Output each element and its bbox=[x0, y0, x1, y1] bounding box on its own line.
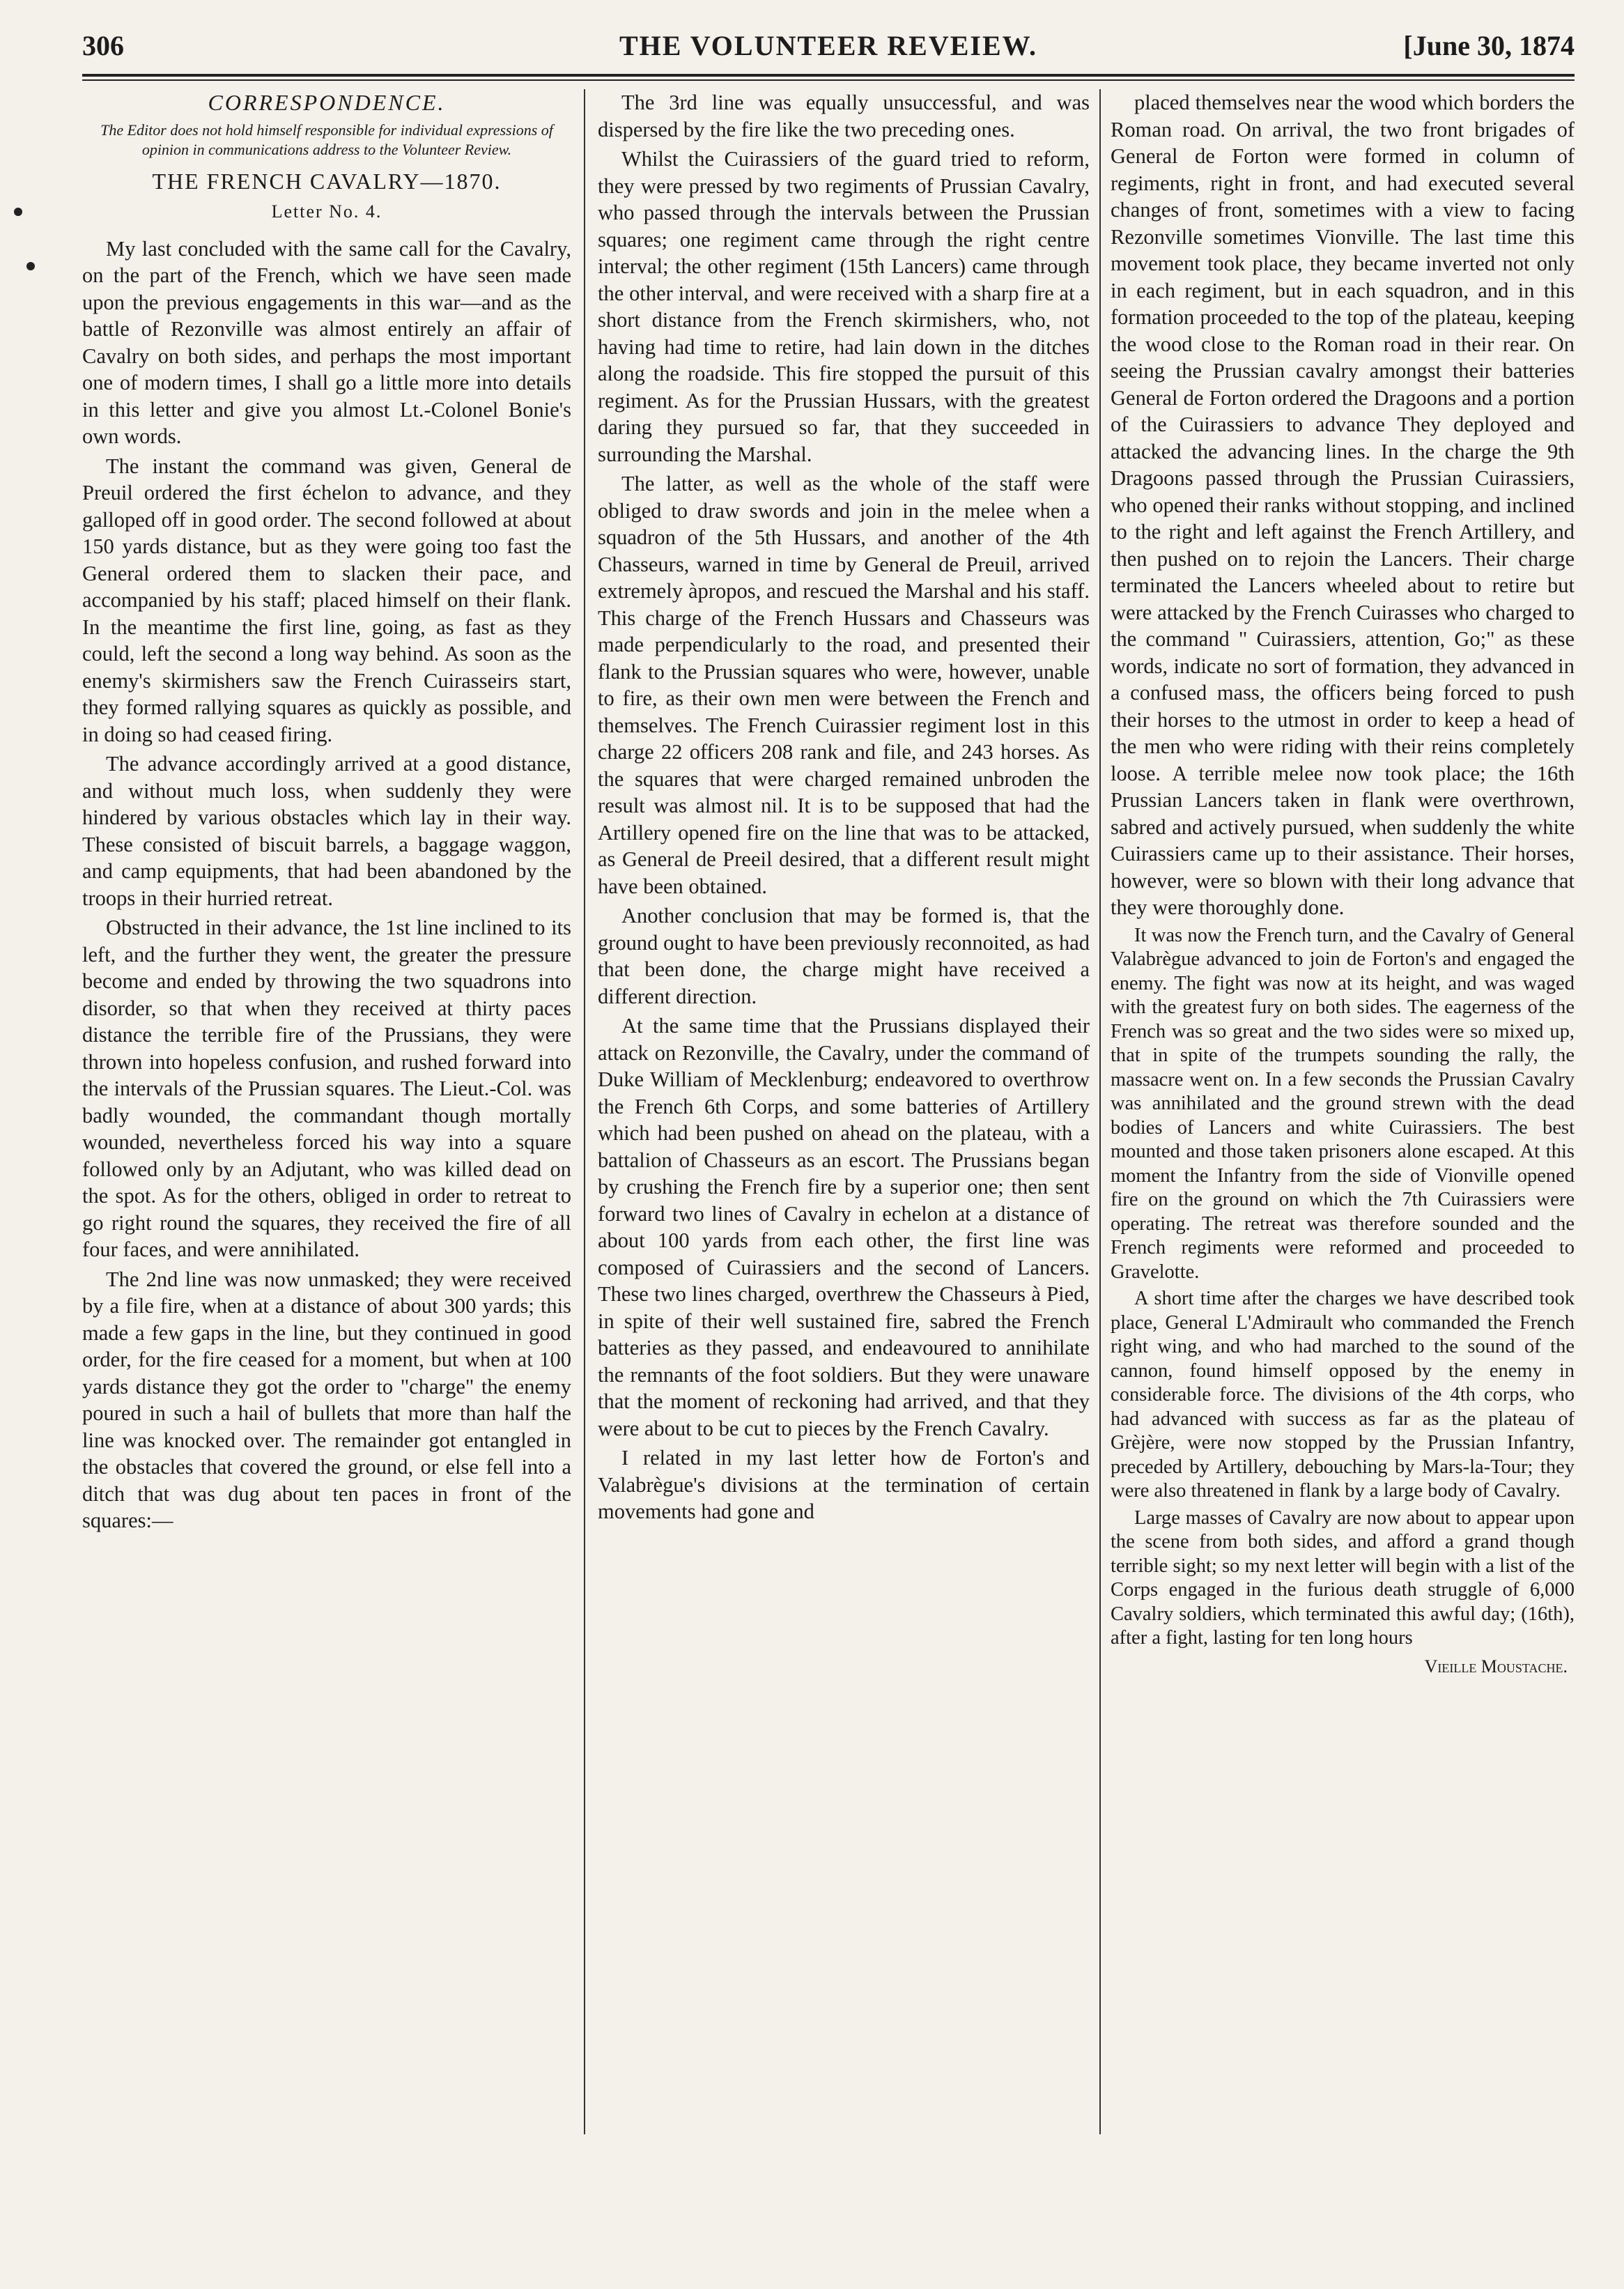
column-3 bbox=[1111, 89, 1575, 2263]
margin-dot bbox=[26, 262, 35, 270]
paragraph: Whilst the Cuirassiers of the guard tried to reform, they were pressed by two regiments of Prussian Cavalry, who passed through the intervals between the Prussian squares; one regiment came through the right centre interval; the other regiment (15th Lancers) came through the other interval, and were received with a sharp fire at a short distance from the French skirmishers, who, not having had time to retire, had lain down in the ditches along the roadside. This fire stopped the pursuit of this regiment. As for the Prussian Hussars, with the greatest daring they pursued so far, that they succeeded in surrounding the Marshal. bbox=[598, 147, 1090, 466]
paragraph: I related in my last letter how de Forton's and Valabrègue's divisions at the termination of certain movements had gone and bbox=[598, 1446, 1090, 1523]
paragraph: At the same time that the Prussians displayed their attack on Rezonville, the Cavalry, under the command of Duke William of Mecklenburg; endeavored to overthrow the French 6th Corps, and some batteries of Artillery which had been pushed on ahead on the plateau, with a battalion of Chasseurs as an escort. The Prussians began by crushing the French fire by a superior one; then sent forward two lines of Cavalry in echelon at a distance of about 100 yards from each other, the first line was composed of Cuirassiers and the second of Lancers. These two lines charged, overthrew the Chasseurs à Pied, in spite of their well sustained fire, sabred the French batteries as they passed, and endeavoured to annihilate the remnants of the foot soldiers. But they were unaware that the moment of reckoning had arrived, and that they were about to be cut to pieces by the French Cavalry. bbox=[598, 1014, 1090, 1440]
column-1 bbox=[82, 89, 571, 2263]
paragraph: The advance accordingly arrived at a good distance, and without much loss, when suddenly they were hindered by various obstacles which lay in their way. These consisted of biscuit barrels, a baggage waggon, and camp equipments, that had been abandoned by the troops in their hurried retreat. bbox=[82, 752, 571, 910]
paragraph: My last concluded with the same call for the Cavalry, on the part of the French, which we have seen made upon the previous engagements in this war—and as the battle of Rezonville was almost entirely an affair of Cavalry on both sides, and perhaps the most important one of modern times, I shall go a little more into details in this letter and give you almost Lt.-Colonel Bonie's own words. bbox=[82, 236, 571, 448]
column-2 bbox=[598, 89, 1090, 2263]
paragraph: The latter, as well as the whole of the staff were obliged to draw swords and join in the melee when a squadron of the 5th Hussars, and another of the 4th Chasseurs, warned in time by General de Preuil, arrived extremely àpropos, and rescued the Marshal and his staff. This charge of the French Hussars and Chasseurs was made perpendicularly to the road, and presented their flank to the Prussian squares who were, however, unable to fire, as their own men were between the French and themselves. The French Cuirassier regiment lost in this charge 22 officers 208 rank and file, and 243 horses. As the squares that were charged remained unbroden the result was almost nil. It is to be supposed that had the Artillery opened fire on the line that was to be attacked, as General de Preeil desired, that a different result might have been obtained. bbox=[598, 472, 1090, 898]
page-number: 306 bbox=[82, 30, 124, 61]
paragraph: A short time after the charges we have described took place, General L'Admirault who commanded the French right wing, and who had marched to the sound of the cannon, found himself opposed by the enemy in considerable force. The divisions of the 4th corps, who had advanced with success as far as the plateau of Grèjère, were now stopped by the Prussian Infantry, preceded by Artillery, debouching by Mars-la-Tour; they were also threatened in flank by a large body of Cavalry. bbox=[1111, 1288, 1575, 1502]
column-divider bbox=[1099, 89, 1101, 2134]
issue-date: [June 30, 1874 bbox=[1403, 30, 1575, 61]
paragraph: Obstructed in their advance, the 1st line inclined to its left, and the further they went, the greater the pressure become and ended by throwing the two squadrons into disorder, so that when they received at thirty paces distance the terrible fire of the Prussians, they were thrown into hopeless confusion, and rushed forward into the intervals of the Prussian squares. The Lieut.-Col. was badly wounded, the commandant though mortally wounded, nevertheless forced his way into a square followed only by an Adjutant, who was killed dead on the spot. As for the others, obliged in order to retreat to go right round the squares, they received the fire of all four faces, and were annihilated. bbox=[82, 916, 571, 1261]
letter-number: Letter No. 4. bbox=[271, 201, 382, 222]
publication-title: THE VOLUNTEER REVEIEW. bbox=[619, 30, 1038, 61]
author-signature: Vieille Moustache. bbox=[1424, 1656, 1568, 1677]
paragraph: placed themselves near the wood which borders the Roman road. On arrival, the two front brigades of General de Forton were formed in column of regiments, right in front, and had executed several changes of front, sometimes with a view to facing Rezonville sometimes Vionville. The last time this movement took place, they became inverted not only in each regiment, but in each squadron, and in this formation proceeded to the top of the plateau, keeping the wood close to the Roman road in their rear. On seeing the Prussian cavalry amongst their batteries General de Forton ordered the Dragoons and a portion of the Cuirassiers to advance They deployed and attacked the advancing lines. In the charge the 9th Dragoons passed through the Prussian Cuirassiers, who opened their ranks without stopping, and inclined to the right and left against the French Artillery, and then pushed on to rejoin the Lancers. Their charge terminated the Lancers wheeled about to retire but were attacked by the French Cuirasses who charged to the command " Cuirassiers, attention, Go;" as these words, indicate no sort of formation, they advanced in a confused mass, the officers being forced to push their horses to the utmost in order to keep a head of the men who were riding with their reins completely loose. A terrible melee now took place; the 16th Prussian Lancers taken in flank were overthrown, sabred and actively pursued, when suddenly the white Cuirassiers came up to their assistance. Their horses, however, were so blown with their long advance that they were thoroughly done. bbox=[1111, 91, 1575, 919]
header-rule-thick bbox=[82, 74, 1575, 77]
section-title: CORRESPONDENCE. bbox=[208, 90, 446, 115]
paragraph: Large masses of Cavalry are now about to appear upon the scene from both sides, and afford a grand though terrible sight; so my next letter will begin with a list of the Corps engaged in the furious death struggle of 6,000 Cavalry soldiers, which terminated this awful day; (16th), after a fight, lasting for ten long hours bbox=[1111, 1506, 1575, 1649]
paragraph: The 3rd line was equally unsuccessful, and was dispersed by the fire like the two preceding ones. bbox=[598, 91, 1090, 141]
paragraph: The 2nd line was now unmasked; they were received by a file fire, when at a distance of about 300 yards; this made a few gaps in the line, but they continued in good order, for the fire ceased for a moment, but when at 100 yards distance they got the order to "charge" the enemy poured in such a hail of bullets that more than half the line was knocked over. The remainder got entangled in the obstacles that covered the ground, or else fell into a ditch that was dug about ten paces in front of the squares:— bbox=[82, 1267, 571, 1532]
header-rule-thin bbox=[82, 79, 1575, 81]
article-title: THE FRENCH CAVALRY—1870. bbox=[152, 168, 502, 194]
paragraph: It was now the French turn, and the Cavalry of General Valabrègue advanced to join de Forton's and engaged the enemy. The fight was now at its height, and was waged with the greatest fury on both sides. The eagerness of the French was so great and the two sides were so mixed up, that in spite of the trumpets sounding the rally, the massacre went on. In a few seconds the Prussian Cavalry was annihilated and the ground strewn with the dead bodies of Lancers and white Cuirassiers. The best mounted and those taken prisoners alone escaped. At this moment the Infantry from the side of Vionville opened fire on the ground on which the 7th Cuirassiers were operating. The retreat was therefore sounded and the French regiments were reformed and proceeded to Gravelotte. bbox=[1111, 924, 1575, 1283]
column-divider bbox=[584, 89, 585, 2134]
paragraph: Another conclusion that may be formed is, that the ground ought to have been previously reconnoited, as had that been done, the charge might have received a different direction. bbox=[598, 904, 1090, 1008]
paragraph: The instant the command was given, General de Preuil ordered the first échelon to advance, and they galloped off in good order. The second followed at about 150 yards distance, but as they were going too fast the General ordered them to slacken their pace, and accompanied by his staff; placed himself on their flank. In the meantime the first line, going, as fast as they could, left the second a long way behind. As soon as the enemy's skirmishers saw the French Cuirasseirs start, they formed rallying squares as quickly as possible, and in doing so had ceased firing. bbox=[82, 454, 571, 746]
page-header bbox=[82, 29, 1575, 72]
editor-disclaimer: The Editor does not hold himself responsible for individual expressions of opinion in communications address to the Volunteer Review. bbox=[100, 121, 553, 158]
margin-dot bbox=[14, 208, 22, 216]
